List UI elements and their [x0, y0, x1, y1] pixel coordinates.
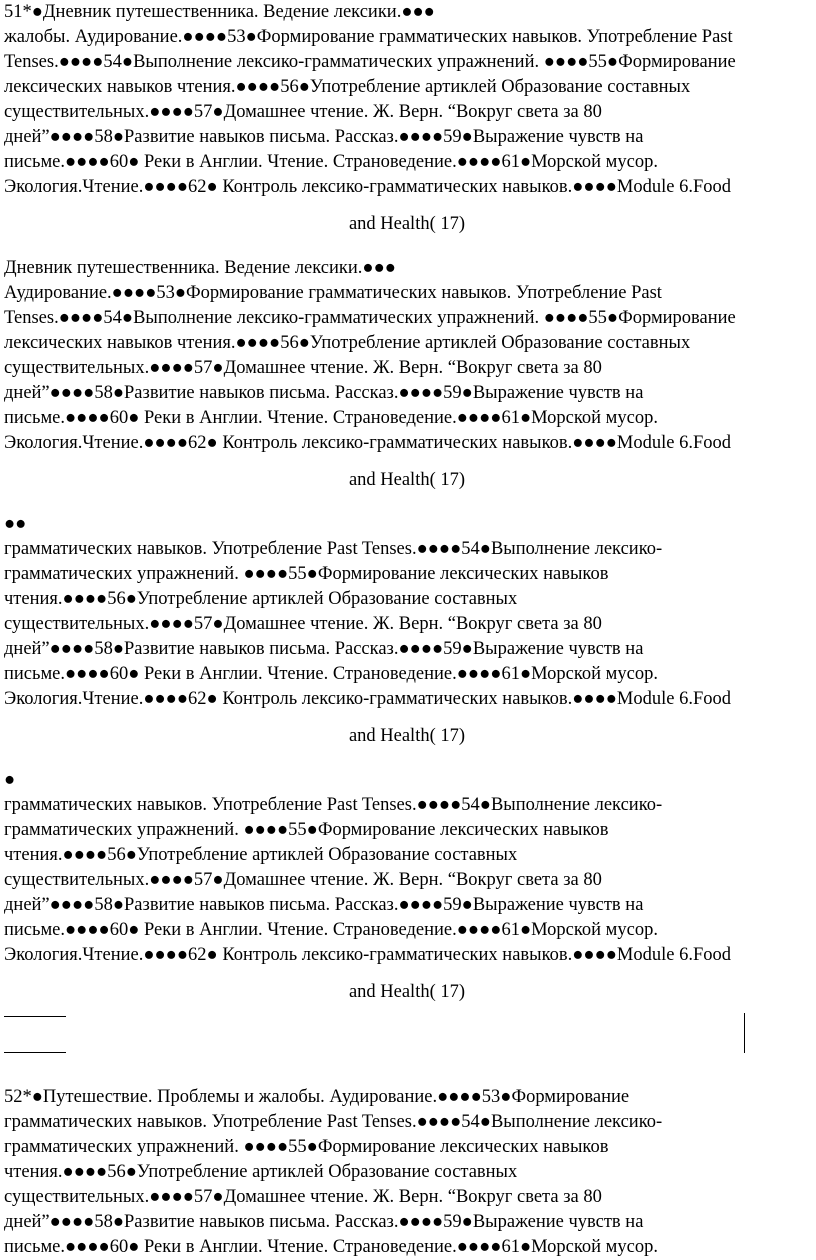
- text-block-2: [4, 256, 810, 493]
- centered-line: and Health( 17): [348, 470, 466, 490]
- text-line: грамматических навыков. Употребление Past Tenses.●●●●54●Выполнение лексико-: [4, 539, 663, 559]
- text-line: письме.●●●●60● Реки в Англии. Чтение. Страноведение.●●●●61●Морской мусор.: [4, 408, 658, 428]
- text-line: жалобы. Аудирование.●●●●53●Формирование грамматических навыков. Употребление Past: [4, 27, 733, 47]
- text-line: Аудирование.●●●●53●Формирование грамматических навыков. Употребление Past: [4, 283, 662, 303]
- centered-line: and Health( 17): [348, 726, 466, 746]
- centered-line: and Health( 17): [348, 214, 466, 234]
- text-line: дней”●●●●58●Развитие навыков письма. Рассказ.●●●●59●Выражение чувств на: [4, 383, 644, 403]
- text-line: Tenses.●●●●54●Выполнение лексико-грамматических упражнений. ●●●●55●Формирование: [4, 308, 736, 328]
- text-line: грамматических навыков. Употребление Past Tenses.●●●●54●Выполнение лексико-: [4, 795, 663, 815]
- text-line: существительных.●●●●57●Домашнее чтение. Ж. Верн. “Вокруг света за 80: [4, 1187, 602, 1207]
- text-line: письме.●●●●60● Реки в Англии. Чтение. Страноведение.●●●●61●Морской мусор.: [4, 664, 658, 684]
- text-line: существительных.●●●●57●Домашнее чтение. Ж. Верн. “Вокруг света за 80: [4, 870, 602, 890]
- text-line: грамматических навыков. Употребление Past Tenses.●●●●54●Выполнение лексико-: [4, 1112, 663, 1132]
- text-line: дней”●●●●58●Развитие навыков письма. Рассказ.●●●●59●Выражение чувств на: [4, 895, 644, 915]
- text-block-4: [4, 768, 810, 1005]
- text-line: дней”●●●●58●Развитие навыков письма. Рассказ.●●●●59●Выражение чувств на: [4, 1212, 644, 1232]
- bullet-line: ●●: [4, 514, 27, 534]
- text-block-5: [4, 1085, 810, 1260]
- short-rule-bottom: [4, 1052, 66, 1053]
- text-block-1: [4, 0, 810, 237]
- text-line: 51*●Дневник путешественника. Ведение лексики.●●●: [4, 2, 435, 22]
- text-block-3: [4, 512, 810, 749]
- short-rule-top: [4, 1016, 66, 1017]
- document-page: [4, 0, 810, 1260]
- text-line: Экология.Чтение.●●●●62● Контроль лексико-грамматических навыков.●●●●Module 6.Food: [4, 433, 732, 453]
- text-line: грамматических упражнений. ●●●●55●Формирование лексических навыков: [4, 820, 609, 840]
- text-line: существительных.●●●●57●Домашнее чтение. Ж. Верн. “Вокруг света за 80: [4, 358, 602, 378]
- text-line: Экология.Чтение.●●●●62● Контроль лексико-грамматических навыков.●●●●Module 6.Food: [4, 945, 732, 965]
- text-line: Экология.Чтение.●●●●62● Контроль лексико-грамматических навыков.●●●●Module 6.Food: [4, 689, 732, 709]
- text-line: существительных.●●●●57●Домашнее чтение. Ж. Верн. “Вокруг света за 80: [4, 614, 602, 634]
- text-line: письме.●●●●60● Реки в Англии. Чтение. Страноведение.●●●●61●Морской мусор.: [4, 920, 658, 940]
- text-line: чтения.●●●●56●Употребление артиклей Образование составных: [4, 1162, 518, 1182]
- text-line: Дневник путешественника. Ведение лексики.●●●: [4, 258, 396, 278]
- centered-line: and Health( 17): [348, 982, 466, 1002]
- text-line: грамматических упражнений. ●●●●55●Формирование лексических навыков: [4, 1137, 609, 1157]
- text-line: чтения.●●●●56●Употребление артиклей Образование составных: [4, 845, 518, 865]
- text-line: чтения.●●●●56●Употребление артиклей Образование составных: [4, 589, 518, 609]
- bullet-line: ●: [4, 770, 16, 790]
- text-line: письме.●●●●60● Реки в Англии. Чтение. Страноведение.●●●●61●Морской мусор.: [4, 152, 658, 172]
- vertical-bar: [744, 1013, 745, 1053]
- text-line: Tenses.●●●●54●Выполнение лексико-грамматических упражнений. ●●●●55●Формирование: [4, 52, 736, 72]
- text-line: лексических навыков чтения.●●●●56●Употребление артиклей Образование составных: [4, 333, 691, 353]
- text-line: письме.●●●●60● Реки в Англии. Чтение. Страноведение.●●●●61●Морской мусор.: [4, 1237, 658, 1257]
- text-line: существительных.●●●●57●Домашнее чтение. Ж. Верн. “Вокруг света за 80: [4, 102, 602, 122]
- text-line: дней”●●●●58●Развитие навыков письма. Рассказ.●●●●59●Выражение чувств на: [4, 127, 644, 147]
- text-line: грамматических упражнений. ●●●●55●Формирование лексических навыков: [4, 564, 609, 584]
- text-line: Экология.Чтение.●●●●62● Контроль лексико-грамматических навыков.●●●●Module 6.Food: [4, 177, 732, 197]
- text-line: дней”●●●●58●Развитие навыков письма. Рассказ.●●●●59●Выражение чувств на: [4, 639, 644, 659]
- text-line: лексических навыков чтения.●●●●56●Употребление артиклей Образование составных: [4, 77, 691, 97]
- text-line: 52*●Путешествие. Проблемы и жалобы. Аудирование.●●●●53●Формирование: [4, 1087, 630, 1107]
